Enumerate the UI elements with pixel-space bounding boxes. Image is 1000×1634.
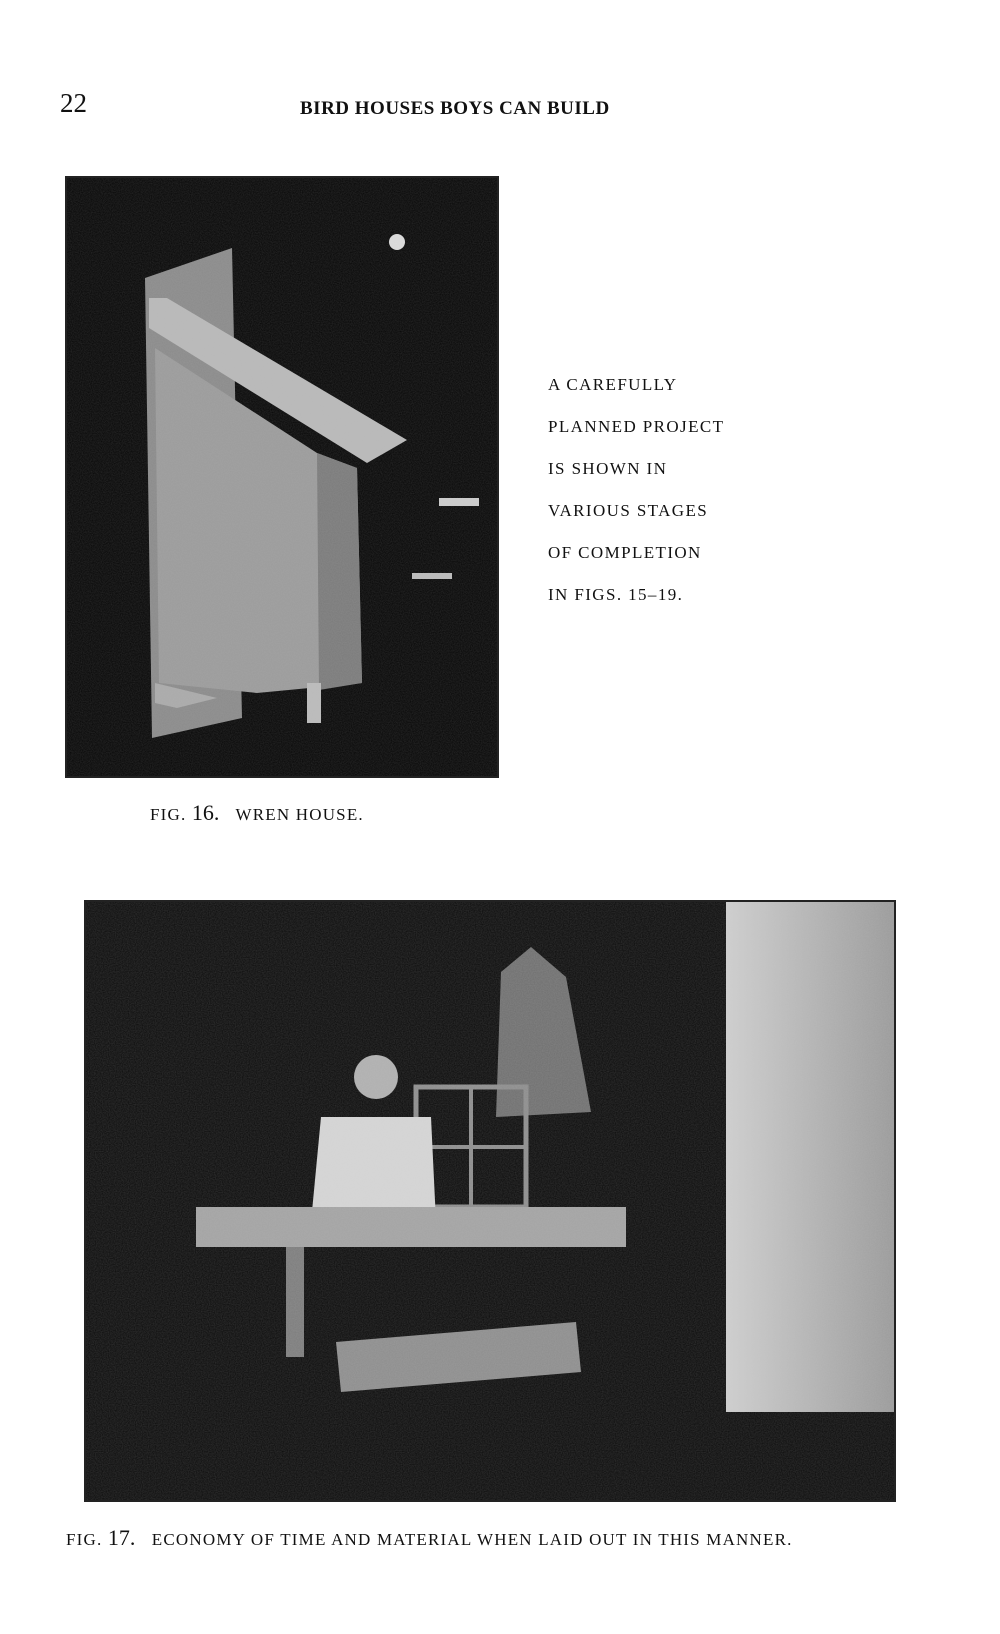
figure-label: FIG. [150, 805, 187, 824]
side-note-line: VARIOUS STAGES [548, 501, 709, 520]
figure-label: FIG. [66, 1530, 103, 1549]
figure-caption-text: ECONOMY OF TIME AND MATERIAL WHEN LAID OUT IN THIS MANNER. [151, 1530, 793, 1549]
side-note [548, 364, 724, 616]
page-number: 22 [60, 88, 87, 118]
side-note-line: A CAREFULLY [548, 375, 678, 394]
side-note-line: OF COMPLETION [548, 543, 702, 562]
side-note-line: IS SHOWN IN [548, 459, 668, 478]
side-note-line: IN FIGS. 15–19. [548, 585, 684, 604]
side-note-line: PLANNED PROJECT [548, 417, 725, 436]
figure-caption-text: WREN HOUSE. [235, 805, 364, 824]
figure-number: 17. [107, 1525, 136, 1550]
fig17-workshop-photo [84, 900, 896, 1502]
fig17-caption [66, 1525, 793, 1551]
running-head: BIRD HOUSES BOYS CAN BUILD [300, 98, 610, 119]
fig16-caption [150, 800, 364, 826]
figure-number: 16. [191, 800, 220, 825]
fig16-wren-house-photo [65, 176, 499, 778]
